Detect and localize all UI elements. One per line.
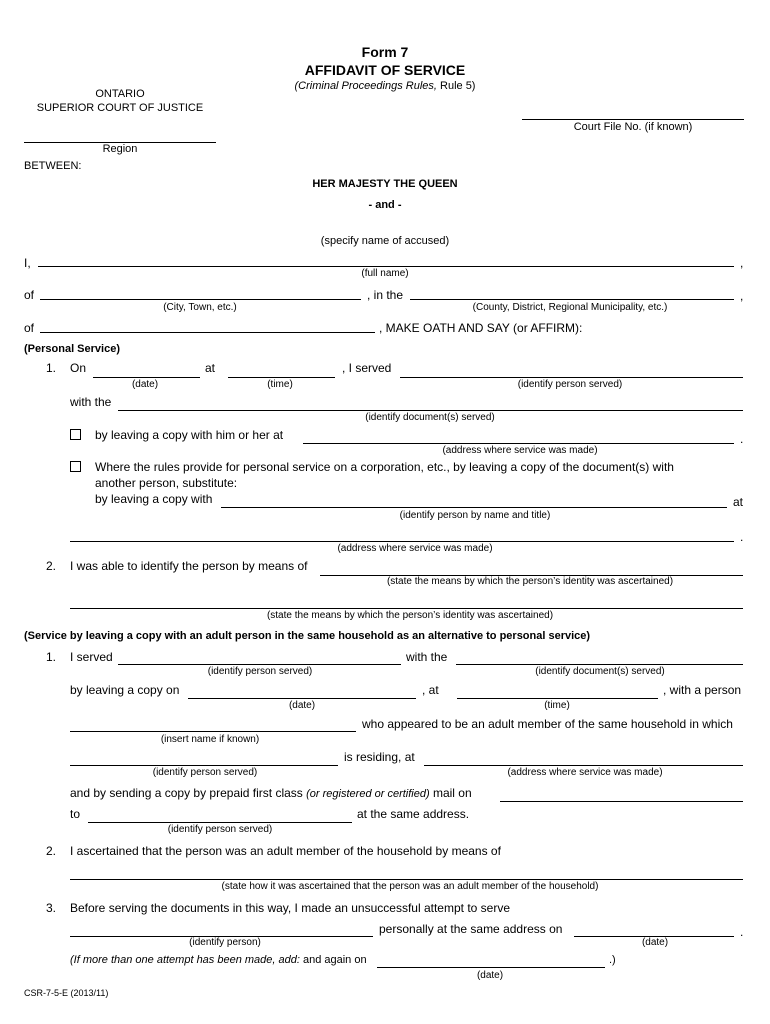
period: . <box>740 925 744 939</box>
with-the-label: with the <box>70 395 112 409</box>
leaving-copy-with-label: by leaving a copy with <box>95 492 213 506</box>
leaving-copy-on-label: by leaving a copy on <box>70 683 180 697</box>
rules-plain: Rule 5) <box>436 80 476 92</box>
means-label-2: (state the means by which the person’s identity was ascertained) <box>266 610 554 621</box>
mail-date-line[interactable] <box>500 801 743 802</box>
city-line[interactable] <box>40 299 361 300</box>
with-the-label: with the <box>406 650 448 664</box>
between-label: BETWEEN: <box>24 160 82 172</box>
documents-line[interactable] <box>456 664 743 665</box>
item-number: 2. <box>46 844 57 858</box>
rules-reference <box>250 81 520 92</box>
form-code: CSR-7-5-E (2013/11) <box>24 988 109 998</box>
item-number: 1. <box>46 650 57 664</box>
ascertained-line[interactable] <box>70 879 743 880</box>
county-label: (County, District, Regional Municipality, etc.) <box>472 302 668 313</box>
time-line[interactable] <box>228 377 335 378</box>
time-label: (time) <box>544 700 570 711</box>
option-leave-copy-label: by leaving a copy with him or her at <box>95 428 284 442</box>
court-name: SUPERIOR COURT OF JUSTICE <box>36 102 204 114</box>
form-title: AFFIDAVIT OF SERVICE <box>304 62 466 78</box>
item-number: 2. <box>46 559 57 573</box>
rules-italic: (Criminal Proceedings Rules, <box>294 80 437 92</box>
additional-date-line[interactable] <box>377 967 605 968</box>
documents-label: (identify document(s) served) <box>365 412 495 423</box>
person-served-label-2: (identify person served) <box>152 767 258 778</box>
at-label: at <box>205 361 216 375</box>
time-line[interactable] <box>457 698 658 699</box>
accused-label: (specify name of accused) <box>320 235 450 247</box>
city-label: (City, Town, etc.) <box>163 302 237 313</box>
personally-label: personally at the same address on <box>379 922 563 936</box>
date-line[interactable] <box>93 377 200 378</box>
person-served-label: (identify person served) <box>207 666 313 677</box>
period: . <box>740 432 744 446</box>
mail-pre: and by sending a copy by prepaid first class <box>70 786 307 800</box>
item-number: 1. <box>46 361 57 375</box>
province: ONTARIO <box>95 88 145 100</box>
and-separator: - and - <box>368 199 402 211</box>
adult-member-label: who appeared to be an adult member of the same household in which <box>362 717 733 731</box>
at-label: , at <box>422 683 439 697</box>
option-corporation-text-2: another person, substitute: <box>95 476 238 490</box>
region-label: Region <box>102 143 138 155</box>
i-served-label: I served <box>70 650 113 664</box>
additional-attempt-text <box>70 955 367 966</box>
crown-party: HER MAJESTY THE QUEEN <box>312 178 458 190</box>
additional-date-label: (date) <box>476 970 504 981</box>
means-line-2[interactable] <box>70 608 743 609</box>
date-label: (date) <box>131 379 159 390</box>
mail-sentence <box>70 787 472 800</box>
person-served-line[interactable] <box>118 664 401 665</box>
of-label: of <box>24 288 35 302</box>
person-title-line[interactable] <box>221 507 727 508</box>
oath-label: , MAKE OATH AND SAY (or AFFIRM): <box>379 321 583 335</box>
comma: , <box>740 256 744 270</box>
additional-attempt-italic: (If more than one attempt has been made, add: <box>70 954 300 966</box>
insert-name-line[interactable] <box>70 731 356 732</box>
mail-post: mail on <box>429 786 472 800</box>
person-title-label: (identify person by name and title) <box>399 510 551 521</box>
to-label: to <box>70 807 81 821</box>
person-served-line-2[interactable] <box>70 765 338 766</box>
attempt-date-label: (date) <box>641 937 669 948</box>
household-service-heading: (Service by leaving a copy with an adult person in the same household as an alternative to personal service) <box>24 630 591 642</box>
person-served-line[interactable] <box>400 377 743 378</box>
comma: , <box>740 289 744 303</box>
option-corporation-checkbox[interactable] <box>70 461 81 472</box>
personal-service-heading: (Personal Service) <box>24 343 120 355</box>
address-line-2[interactable] <box>70 541 734 542</box>
with-person-label: , with a person <box>663 683 742 697</box>
i-label: I, <box>24 256 31 270</box>
close-paren: .) <box>609 954 616 966</box>
period: . <box>740 530 744 544</box>
time-label: (time) <box>267 379 293 390</box>
option-corporation-text: Where the rules provide for personal service on a corporation, etc., by leaving a copy of the document(s) with <box>95 460 674 474</box>
address-label: (address where service was made) <box>442 445 598 456</box>
i-served-label: , I served <box>342 361 392 375</box>
county-line[interactable] <box>410 299 734 300</box>
additional-attempt-plain: and again on <box>299 954 367 966</box>
in-the-label: , in the <box>367 288 404 302</box>
person-served-line-3[interactable] <box>88 822 352 823</box>
documents-line[interactable] <box>118 410 743 411</box>
same-address-label: at the same address. <box>357 807 470 821</box>
of2-label: of <box>24 321 35 335</box>
identify-person-label: (identify person) <box>189 937 261 948</box>
date-label: (date) <box>288 700 316 711</box>
address-label-2: (address where service was made) <box>337 543 493 554</box>
means-label: (state the means by which the person’s identity was ascertained) <box>386 576 674 587</box>
ascertained-sublabel: (state how it was ascertained that the person was an adult member of the household) <box>221 881 599 892</box>
on-label: On <box>70 361 87 375</box>
insert-name-label: (insert name if known) <box>160 734 260 745</box>
full-name-line[interactable] <box>38 266 734 267</box>
of2-line[interactable] <box>40 332 375 333</box>
court-file-line[interactable] <box>522 119 744 120</box>
full-name-label: (full name) <box>361 268 409 279</box>
documents-label: (identify document(s) served) <box>535 666 665 677</box>
option-leave-copy-checkbox[interactable] <box>70 429 81 440</box>
form-number: Form 7 <box>361 44 409 60</box>
ascertained-label: I ascertained that the person was an adult member of the household by means of <box>70 844 501 858</box>
before-serving-label: Before serving the documents in this way, I made an unsuccessful attempt to serve <box>70 901 510 915</box>
date-line[interactable] <box>188 698 416 699</box>
mail-italic: (or registered or certified) <box>306 788 430 800</box>
address-line[interactable] <box>303 443 734 444</box>
item-number: 3. <box>46 901 57 915</box>
court-file-label: Court File No. (if known) <box>573 121 693 133</box>
address-label: (address where service was made) <box>507 767 663 778</box>
at-label-2: at <box>733 495 744 509</box>
person-served-label-3: (identify person served) <box>167 824 273 835</box>
address-line[interactable] <box>424 765 743 766</box>
identify-means-label: I was able to identify the person by means of <box>70 559 308 573</box>
person-served-label: (identify person served) <box>517 379 623 390</box>
is-residing-label: is residing, at <box>344 750 415 764</box>
